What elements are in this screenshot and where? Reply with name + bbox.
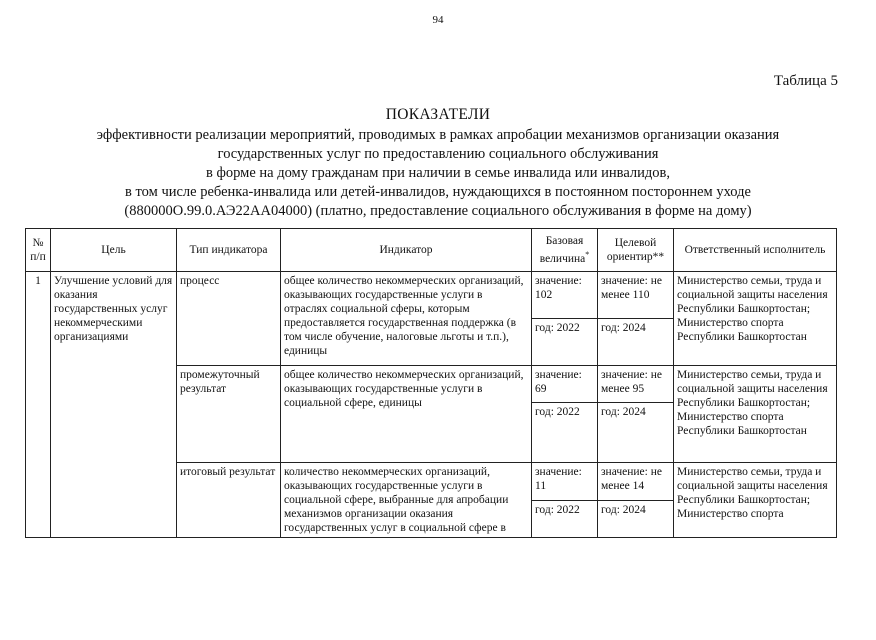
header-indicator: Индикатор [281,229,532,272]
header-base-mark: * [585,250,590,260]
target-year-cell: год: 2024 [598,500,674,538]
subtitle-line: государственных услуг по предоставлению социального обслуживания [217,146,659,162]
page-subtitle [30,126,846,221]
page-number: 94 [432,14,444,26]
type-cell: промежуточный результат [177,366,281,463]
target-value-cell: значение: не менее 110 [598,272,674,319]
indicator-cell: общее количество некоммерческих организаций, оказывающих государственные услуги в отраслях социальной сферы, которым предоставляется государственная поддержка (в том числе обучение, налоговые льготы и т.п.), единицы [281,272,532,366]
subtitle-line: (880000О.99.0.АЭ22АА04000) (платно, предоставление социального обслуживания в форме на дому) [124,203,752,219]
target-year-cell: год: 2024 [598,403,674,463]
subtitle-line: эффективности реализации мероприятий, проводимых в рамках апробации механизмов организации оказания [96,127,780,143]
target-year-cell: год: 2024 [598,319,674,366]
indicator-cell: общее количество некоммерческих организаций, оказывающих государственные услуги в социальной сфере, единицы [281,366,532,463]
type-cell: итоговый результат [177,463,281,538]
base-year-cell: год: 2022 [532,403,598,463]
row-number: 1 [26,272,51,538]
responsible-cell: Министерство семьи, труда и социальной защиты населения Республики Башкортостан; Министерство спорта Республики Башкортостан [674,366,837,463]
header-responsible: Ответственный исполнитель [674,229,837,272]
subtitle-line: в форме на дому гражданам при наличии в семье инвалида или инвалидов, [206,165,670,181]
header-target: Целевой ориентир** [598,229,674,272]
header-base [532,229,598,272]
indicators-table [25,228,837,538]
responsible-cell: Министерство семьи, труда и социальной защиты населения Республики Башкортостан; Министерство спорта Республики Башкортостан [674,272,837,366]
base-value-cell: значение: 11 [532,463,598,501]
base-value-cell: значение: 102 [532,272,598,319]
header-goal: Цель [51,229,177,272]
table-header-row [26,229,837,272]
header-base-label: Базовая величина [539,235,586,265]
target-value-cell: значение: не менее 14 [598,463,674,501]
indicator-cell: количество некоммерческих организаций, оказывающих государственные услуги в социальной сфере, выбранные для апробации механизмов организации оказания государственных услуг в социальной сфере в [281,463,532,538]
table-row [26,272,837,319]
header-type: Тип индикатора [177,229,281,272]
table-label: Таблица 5 [773,73,838,89]
goal-cell: Улучшение условий для оказания государственных услуг некоммерческими организациями [51,272,177,538]
base-year-cell: год: 2022 [532,319,598,366]
base-value-cell: значение: 69 [532,366,598,403]
base-year-cell: год: 2022 [532,500,598,538]
header-num: № п/п [26,229,51,272]
page-title: ПОКАЗАТЕЛИ [385,106,491,123]
type-cell: процесс [177,272,281,366]
responsible-cell: Министерство семьи, труда и социальной защиты населения Республики Башкортостан; Министерство спорта [674,463,837,538]
target-value-cell: значение: не менее 95 [598,366,674,403]
subtitle-line: в том числе ребенка-инвалида или детей-инвалидов, нуждающихся в постоянном постороннем уходе [125,184,751,200]
